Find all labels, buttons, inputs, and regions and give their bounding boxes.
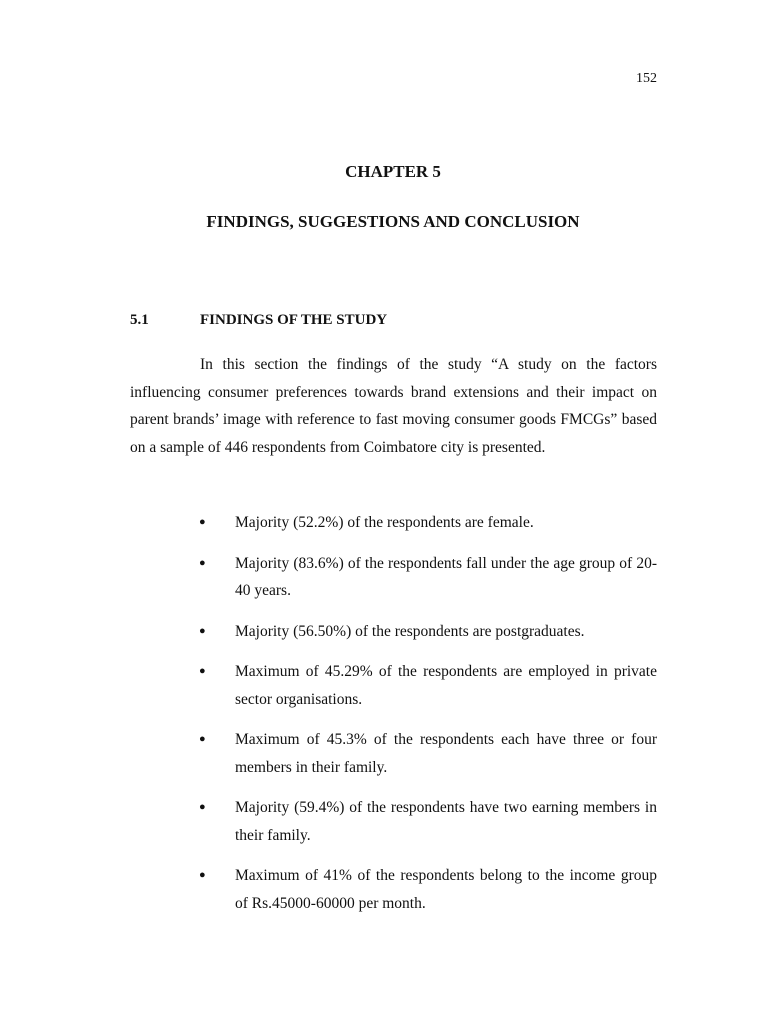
list-item-text: Majority (83.6%) of the respondents fall under the age group of 20-40 years. bbox=[235, 554, 657, 599]
page-number: 152 bbox=[636, 71, 657, 86]
list-item bbox=[198, 794, 657, 849]
list-item-text: Maximum of 45.3% of the respondents each have three or four members in their family. bbox=[235, 731, 657, 776]
bullet-icon: ● bbox=[199, 556, 206, 569]
bullet-icon: ● bbox=[199, 733, 206, 745]
intro-paragraph: In this section the findings of the study “A study on the factors influencing consumer preferences towards brand extensions and their impact on parent brands’ image with reference to fast moving consumer goods FMCGs” based on a sample of 446 respondents from Coimbatore city is presented. bbox=[130, 356, 657, 456]
section-number: 5.1 bbox=[130, 312, 149, 328]
bullet-icon: ● bbox=[199, 869, 206, 881]
section-heading bbox=[130, 310, 387, 330]
list-item bbox=[198, 658, 657, 713]
list-item-text: Maximum of 45.29% of the respondents are employed in private sector organisations. bbox=[235, 663, 657, 708]
bullet-icon: ● bbox=[199, 516, 206, 528]
list-item bbox=[198, 550, 657, 605]
list-item bbox=[198, 862, 657, 917]
chapter-title: FINDINGS, SUGGESTIONS AND CONCLUSION bbox=[206, 212, 580, 231]
bullet-icon: ● bbox=[199, 624, 206, 637]
list-item-text: Majority (52.2%) of the respondents are female. bbox=[235, 514, 534, 531]
chapter-label: CHAPTER 5 bbox=[345, 162, 441, 181]
bullet-icon: ● bbox=[199, 665, 206, 677]
list-item-text: Majority (59.4%) of the respondents have two earning members in their family. bbox=[235, 799, 657, 844]
list-item-text: Maximum of 41% of the respondents belong to the income group of Rs.45000-60000 per month. bbox=[235, 867, 657, 912]
bullet-icon: ● bbox=[199, 801, 206, 813]
list-item bbox=[198, 726, 657, 781]
findings-list bbox=[198, 509, 657, 930]
section-title: FINDINGS OF THE STUDY bbox=[200, 312, 388, 328]
list-item-text: Majority (56.50%) of the respondents are postgraduates. bbox=[235, 622, 585, 640]
list-item bbox=[198, 509, 657, 537]
list-item bbox=[198, 618, 657, 646]
